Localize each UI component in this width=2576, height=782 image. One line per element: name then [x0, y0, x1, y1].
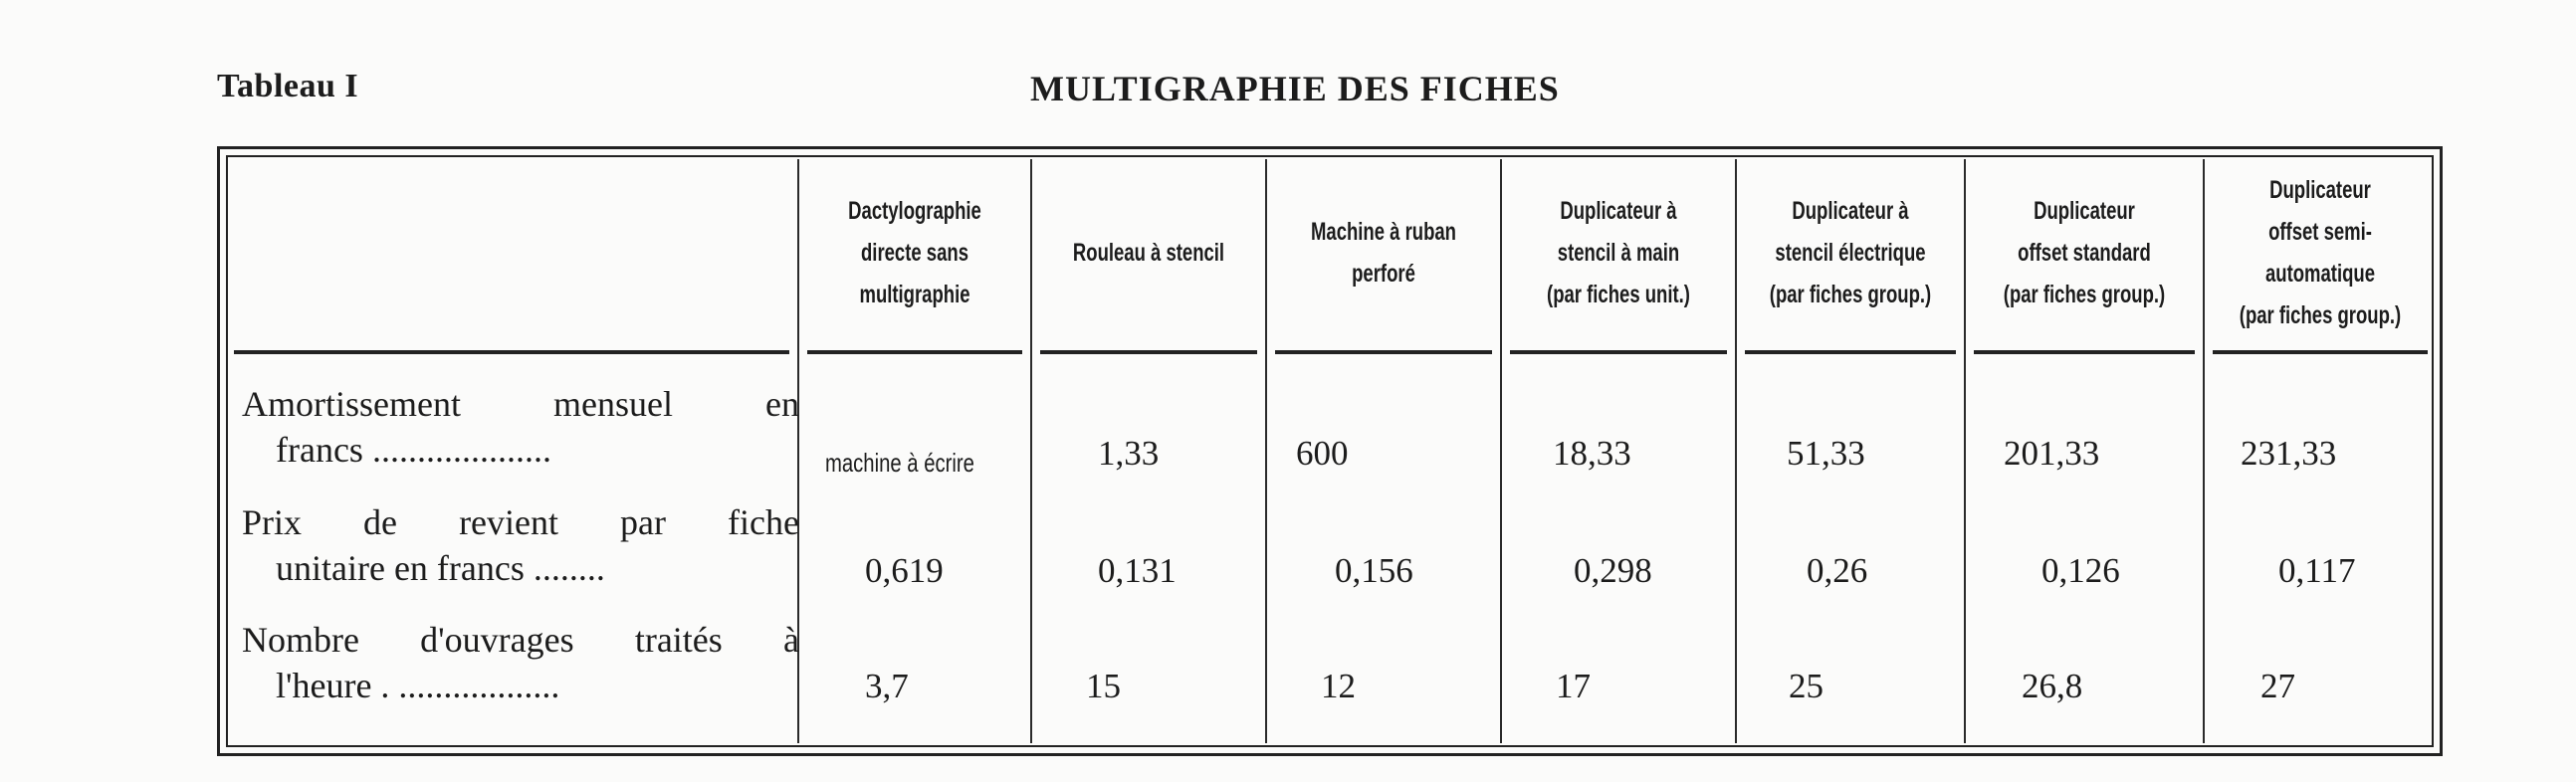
column-header-duplicateur-electrique: Duplicateur à stencil électrique (par fiches group.)	[1769, 197, 1932, 308]
column-header-duplicateur-main: Duplicateur à stencil à main (par fiches unit.)	[1547, 197, 1690, 308]
header-rule	[807, 350, 1022, 354]
column-divider	[1265, 159, 1267, 743]
column-header-machine-ruban: Machine à ruban perforé	[1311, 218, 1456, 288]
table-cell: 0,26	[1807, 551, 1868, 590]
row-label-prix-de-revient: Prix de revient par fiche unitaire en francs ........	[242, 502, 799, 588]
column-divider	[1964, 159, 1966, 743]
table-cell: 0,156	[1335, 551, 1413, 590]
table-cell: 0,126	[2041, 551, 2120, 590]
table-cell: 27	[2260, 667, 2295, 705]
row-label-amortissement: Amortissement mensuel en francs ....................	[242, 384, 799, 470]
data-table	[217, 146, 2443, 756]
table-cell: 0,117	[2278, 551, 2356, 590]
header-rule	[234, 350, 789, 354]
column-divider	[1500, 159, 1502, 743]
header-rule	[2213, 350, 2428, 354]
table-cell: 25	[1789, 667, 1824, 705]
page-title: MULTIGRAPHIE DES FICHES	[1030, 69, 1560, 108]
table-cell: 600	[1296, 434, 1349, 473]
table-cell: 1,33	[1098, 434, 1160, 473]
column-divider	[1030, 159, 1032, 743]
header-rule	[1974, 350, 2195, 354]
table-cell: 17	[1556, 667, 1591, 705]
header-rule	[1275, 350, 1492, 354]
table-cell: 51,33	[1787, 434, 1865, 473]
column-header-rouleau: Rouleau à stencil	[1072, 239, 1225, 267]
table-label: Tableau I	[217, 68, 359, 104]
table-cell: 12	[1321, 667, 1356, 705]
table-cell: 201,33	[2004, 434, 2100, 473]
table-cell: 0,131	[1098, 551, 1177, 590]
header-rule	[1040, 350, 1257, 354]
table-cell: 15	[1086, 667, 1121, 705]
table-cell: 0,619	[865, 551, 944, 590]
table-cell: 3,7	[865, 667, 909, 705]
column-header-offset-semi-auto: Duplicateur offset semi- automatique (par fiches group.)	[2239, 176, 2402, 329]
table-cell: 0,298	[1574, 551, 1652, 590]
table-cell: 26,8	[2022, 667, 2083, 705]
table-cell: machine à écrire	[825, 448, 974, 478]
column-divider	[2203, 159, 2205, 743]
table-cell: 18,33	[1553, 434, 1631, 473]
table-cell: 231,33	[2241, 434, 2337, 473]
column-divider	[1735, 159, 1737, 743]
row-label-nombre-ouvrages: Nombre d'ouvrages traités à l'heure . ..................	[242, 620, 799, 705]
header-rule	[1510, 350, 1727, 354]
header-rule	[1745, 350, 1956, 354]
column-header-dactylographie: Dactylographie directe sans multigraphie	[848, 197, 981, 308]
column-header-offset-standard: Duplicateur offset standard (par fiches group.)	[2003, 197, 2166, 308]
